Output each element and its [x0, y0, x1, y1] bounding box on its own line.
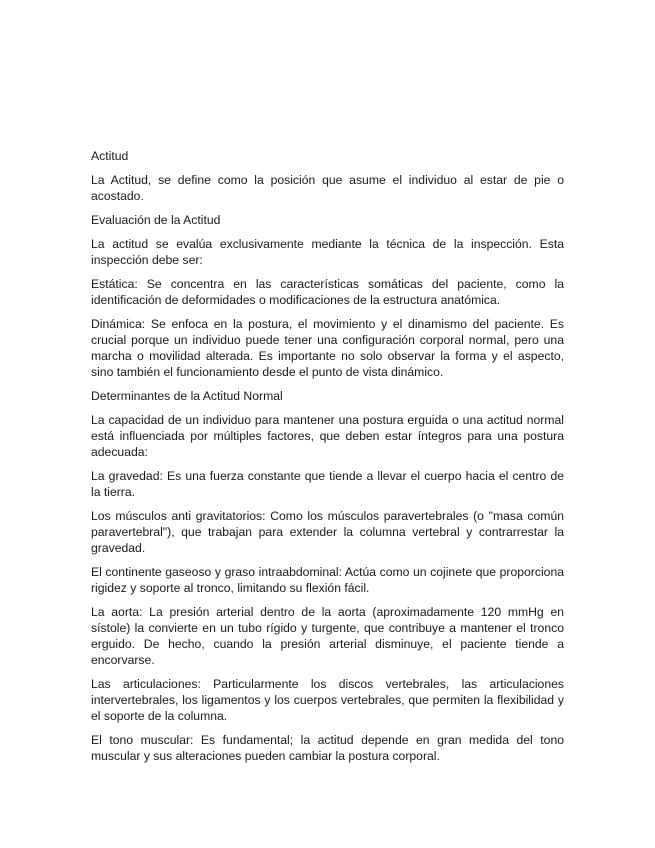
paragraph-capacidad: La capacidad de un individuo para mantener una postura erguida o una actitud normal está influenciada por múltiples factores, que deben estar íntegros para una postura adecuada:: [91, 413, 564, 459]
paragraph-estatica: Estática: Se concentra en las características somáticas del paciente, como la identificación de deformidades o modificaciones de la estructura anatómica.: [91, 277, 564, 307]
section-heading-determinantes: Determinantes de la Actitud Normal: [91, 389, 283, 403]
paragraph-articulaciones: Las articulaciones: Particularmente los discos vertebrales, las articulaciones intervertebrales, los ligamentos y los cuerpos vertebrales, que permiten la flexibilidad y el soporte de la columna.: [91, 677, 564, 723]
paragraph-aorta: La aorta: La presión arterial dentro de la aorta (aproximadamente 120 mmHg en sístole) la convierte en un tubo rígido y turgente, que contribuye a mantener el tronco erguido. De hecho, cuando la presión arterial disminuye, el paciente tiende a encorvarse.: [91, 605, 564, 667]
document-title: Actitud: [91, 149, 129, 163]
paragraph-musculos: Los músculos anti gravitatorios: Como los músculos paravertebrales (o "masa común paravertebral"), que trabajan para extender la columna vertebral y contrarrestar la gravedad.: [91, 509, 564, 555]
paragraph-definition: La Actitud, se define como la posición que asume el individuo al estar de pie o acostado.: [91, 173, 564, 203]
paragraph-inspeccion: La actitud se evalúa exclusivamente mediante la técnica de la inspección. Esta inspección debe ser:: [91, 237, 564, 267]
paragraph-tono-muscular: El tono muscular: Es fundamental; la actitud depende en gran medida del tono muscular y sus alteraciones pueden cambiar la postura corporal.: [91, 733, 564, 763]
paragraph-dinamica: Dinámica: Se enfoca en la postura, el movimiento y el dinamismo del paciente. Es crucial porque un individuo puede tener una configuración corporal normal, pero una marcha o movilidad alterada. Es importante no solo observar la forma y el aspecto, sino también el funcionamiento desde el punto de vista dinámico.: [91, 317, 564, 379]
document-body: [91, 148, 564, 772]
paragraph-continente: El continente gaseoso y graso intraabdominal: Actúa como un cojinete que proporciona rigidez y soporte al tronco, limitando su flexión fácil.: [91, 565, 564, 595]
section-heading-evaluacion: Evaluación de la Actitud: [91, 213, 221, 227]
paragraph-gravedad: La gravedad: Es una fuerza constante que tiende a llevar el cuerpo hacia el centro de la tierra.: [91, 469, 564, 499]
